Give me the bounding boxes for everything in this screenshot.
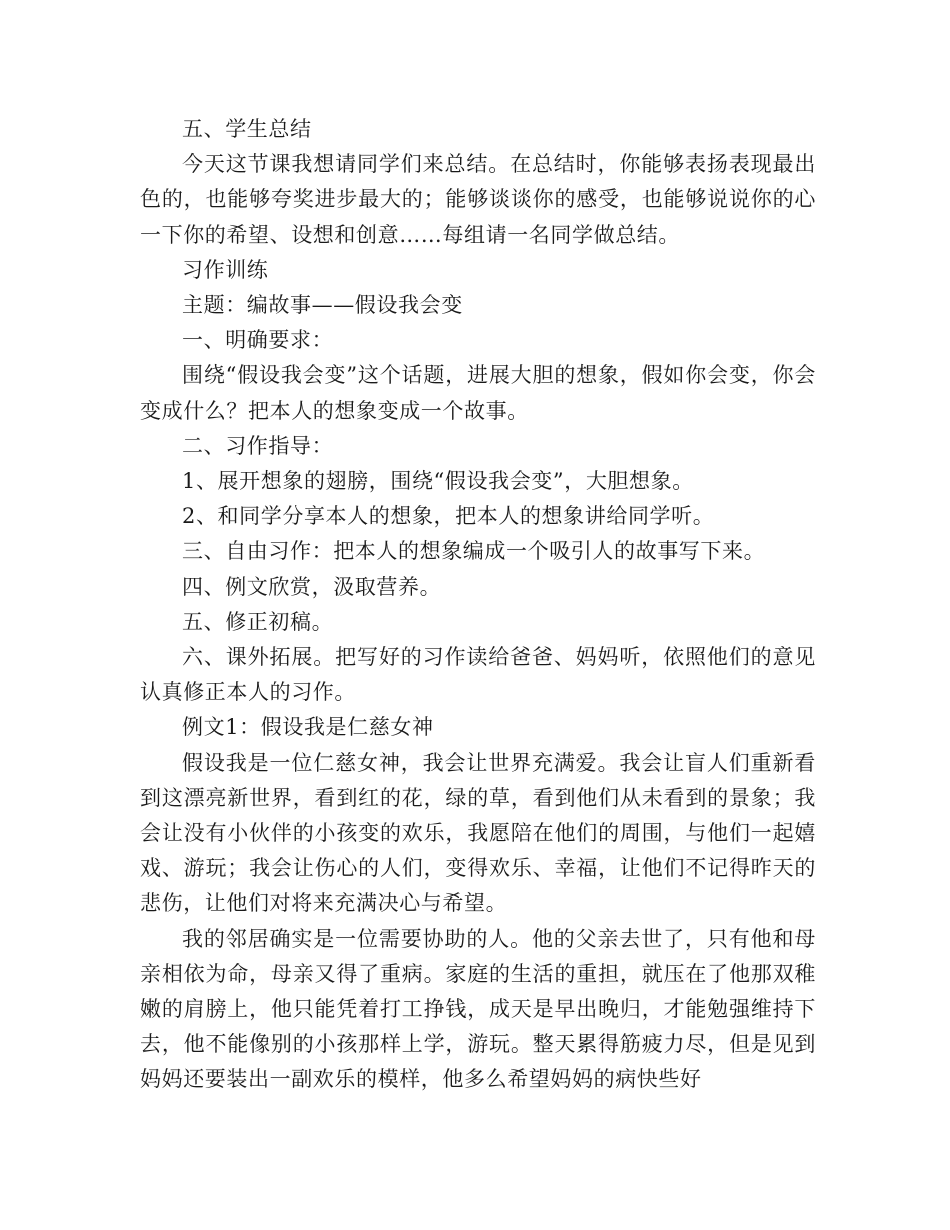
document-body: [140, 112, 816, 1098]
example-title: 例文1：假设我是仁慈女神: [182, 715, 434, 740]
body-paragraph: 今天这节课我想请同学们来总结。在总结时，你能够表扬表现最出色的，也能够夸奖进步最大的；能够谈谈你的感受，也能够说说你的心一下你的希望、设想和创意……每组请一名同学做总结。: [140, 152, 816, 247]
body-paragraph: 假设我是一位仁慈女神，我会让世界充满爱。我会让盲人们重新看到这漂亮新世界，看到红的花，绿的草，看到他们从未看到的景象；我会让没有小伙伴的小孩变的欢乐，我愿陪在他们的周围，与他们一起嬉戏、游玩；我会让伤心的人们，变得欢乐、幸福，让他们不记得昨天的悲伤，让他们对将来充满决心与希望。: [140, 750, 816, 916]
section-heading: 三、自由习作：把本人的想象编成一个吸引人的故事写下来。: [182, 539, 766, 564]
list-item: 2、和同学分享本人的想象，把本人的想象讲给同学听。: [182, 504, 715, 529]
section-heading: 一、明确要求：: [182, 328, 334, 353]
section-heading: 二、习作指导：: [182, 433, 334, 458]
list-item: 1、展开想象的翅膀，围绕“假设我会变”，大胆想象。: [182, 469, 694, 494]
section-heading: 四、例文欣赏，汲取营养。: [182, 574, 442, 599]
body-paragraph: 围绕“假设我会变”这个话题，进展大胆的想象，假如你会变，你会变成什么？把本人的想象变成一个故事。: [140, 363, 816, 423]
section-heading: 五、学生总结: [182, 117, 312, 141]
body-paragraph: 我的邻居确实是一位需要协助的人。他的父亲去世了，只有他和母亲相依为命，母亲又得了重病。家庭的生活的重担，就压在了他那双稚嫩的肩膀上，他只能凭着打工挣钱，成天是早出晚归，才能勉强维持下去，他不能像别的小孩那样上学，游玩。整天累得筋疲力尽，但是见到妈妈还要装出一副欢乐的模样，他多么希望妈妈的病快些好: [140, 926, 816, 1092]
section-heading: 习作训练: [182, 257, 269, 282]
section-heading: 五、修正初稿。: [182, 609, 334, 634]
body-paragraph: 六、课外拓展。把写好的习作读给爸爸、妈妈听，依照他们的意见认真修正本人的习作。: [140, 645, 816, 705]
topic-line: 主题：编故事——假设我会变: [182, 293, 463, 318]
